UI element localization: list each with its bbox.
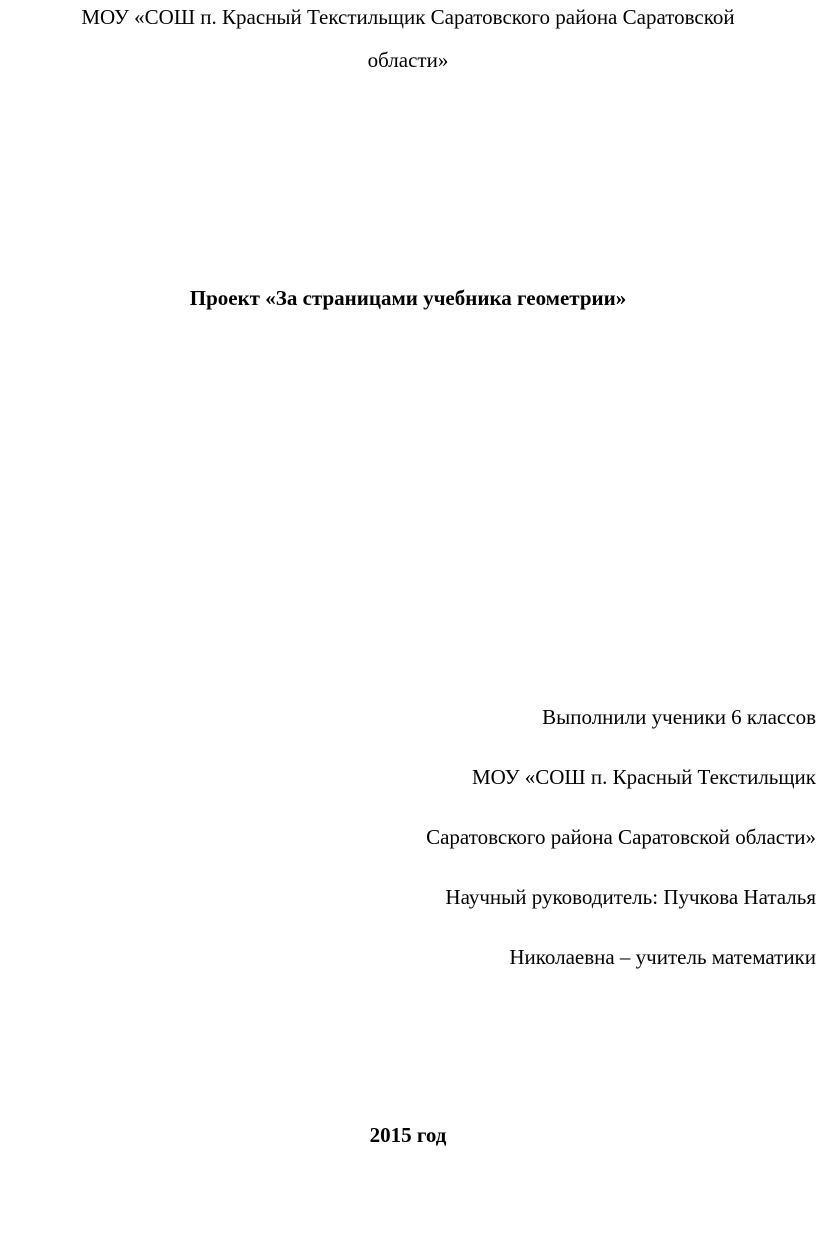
school-name-line-2: области» [367, 48, 449, 72]
school-name-line-1: МОУ «СОШ п. Красный Текстильщик Саратовского района Саратовской [81, 5, 735, 29]
authors-line-3: Саратовского района Саратовской области» [426, 825, 816, 849]
supervisor-line-2: Николаевна – учитель математики [509, 945, 816, 969]
project-title: Проект «За страницами учебника геометрии» [189, 286, 627, 310]
authors-line-2: МОУ «СОШ п. Красный Текстильщик [471, 765, 816, 789]
supervisor-line-1: Научный руководитель: Пучкова Наталья [445, 885, 816, 909]
year-label: 2015 год [369, 1123, 447, 1147]
authors-line-1: Выполнили ученики 6 классов [542, 705, 816, 729]
